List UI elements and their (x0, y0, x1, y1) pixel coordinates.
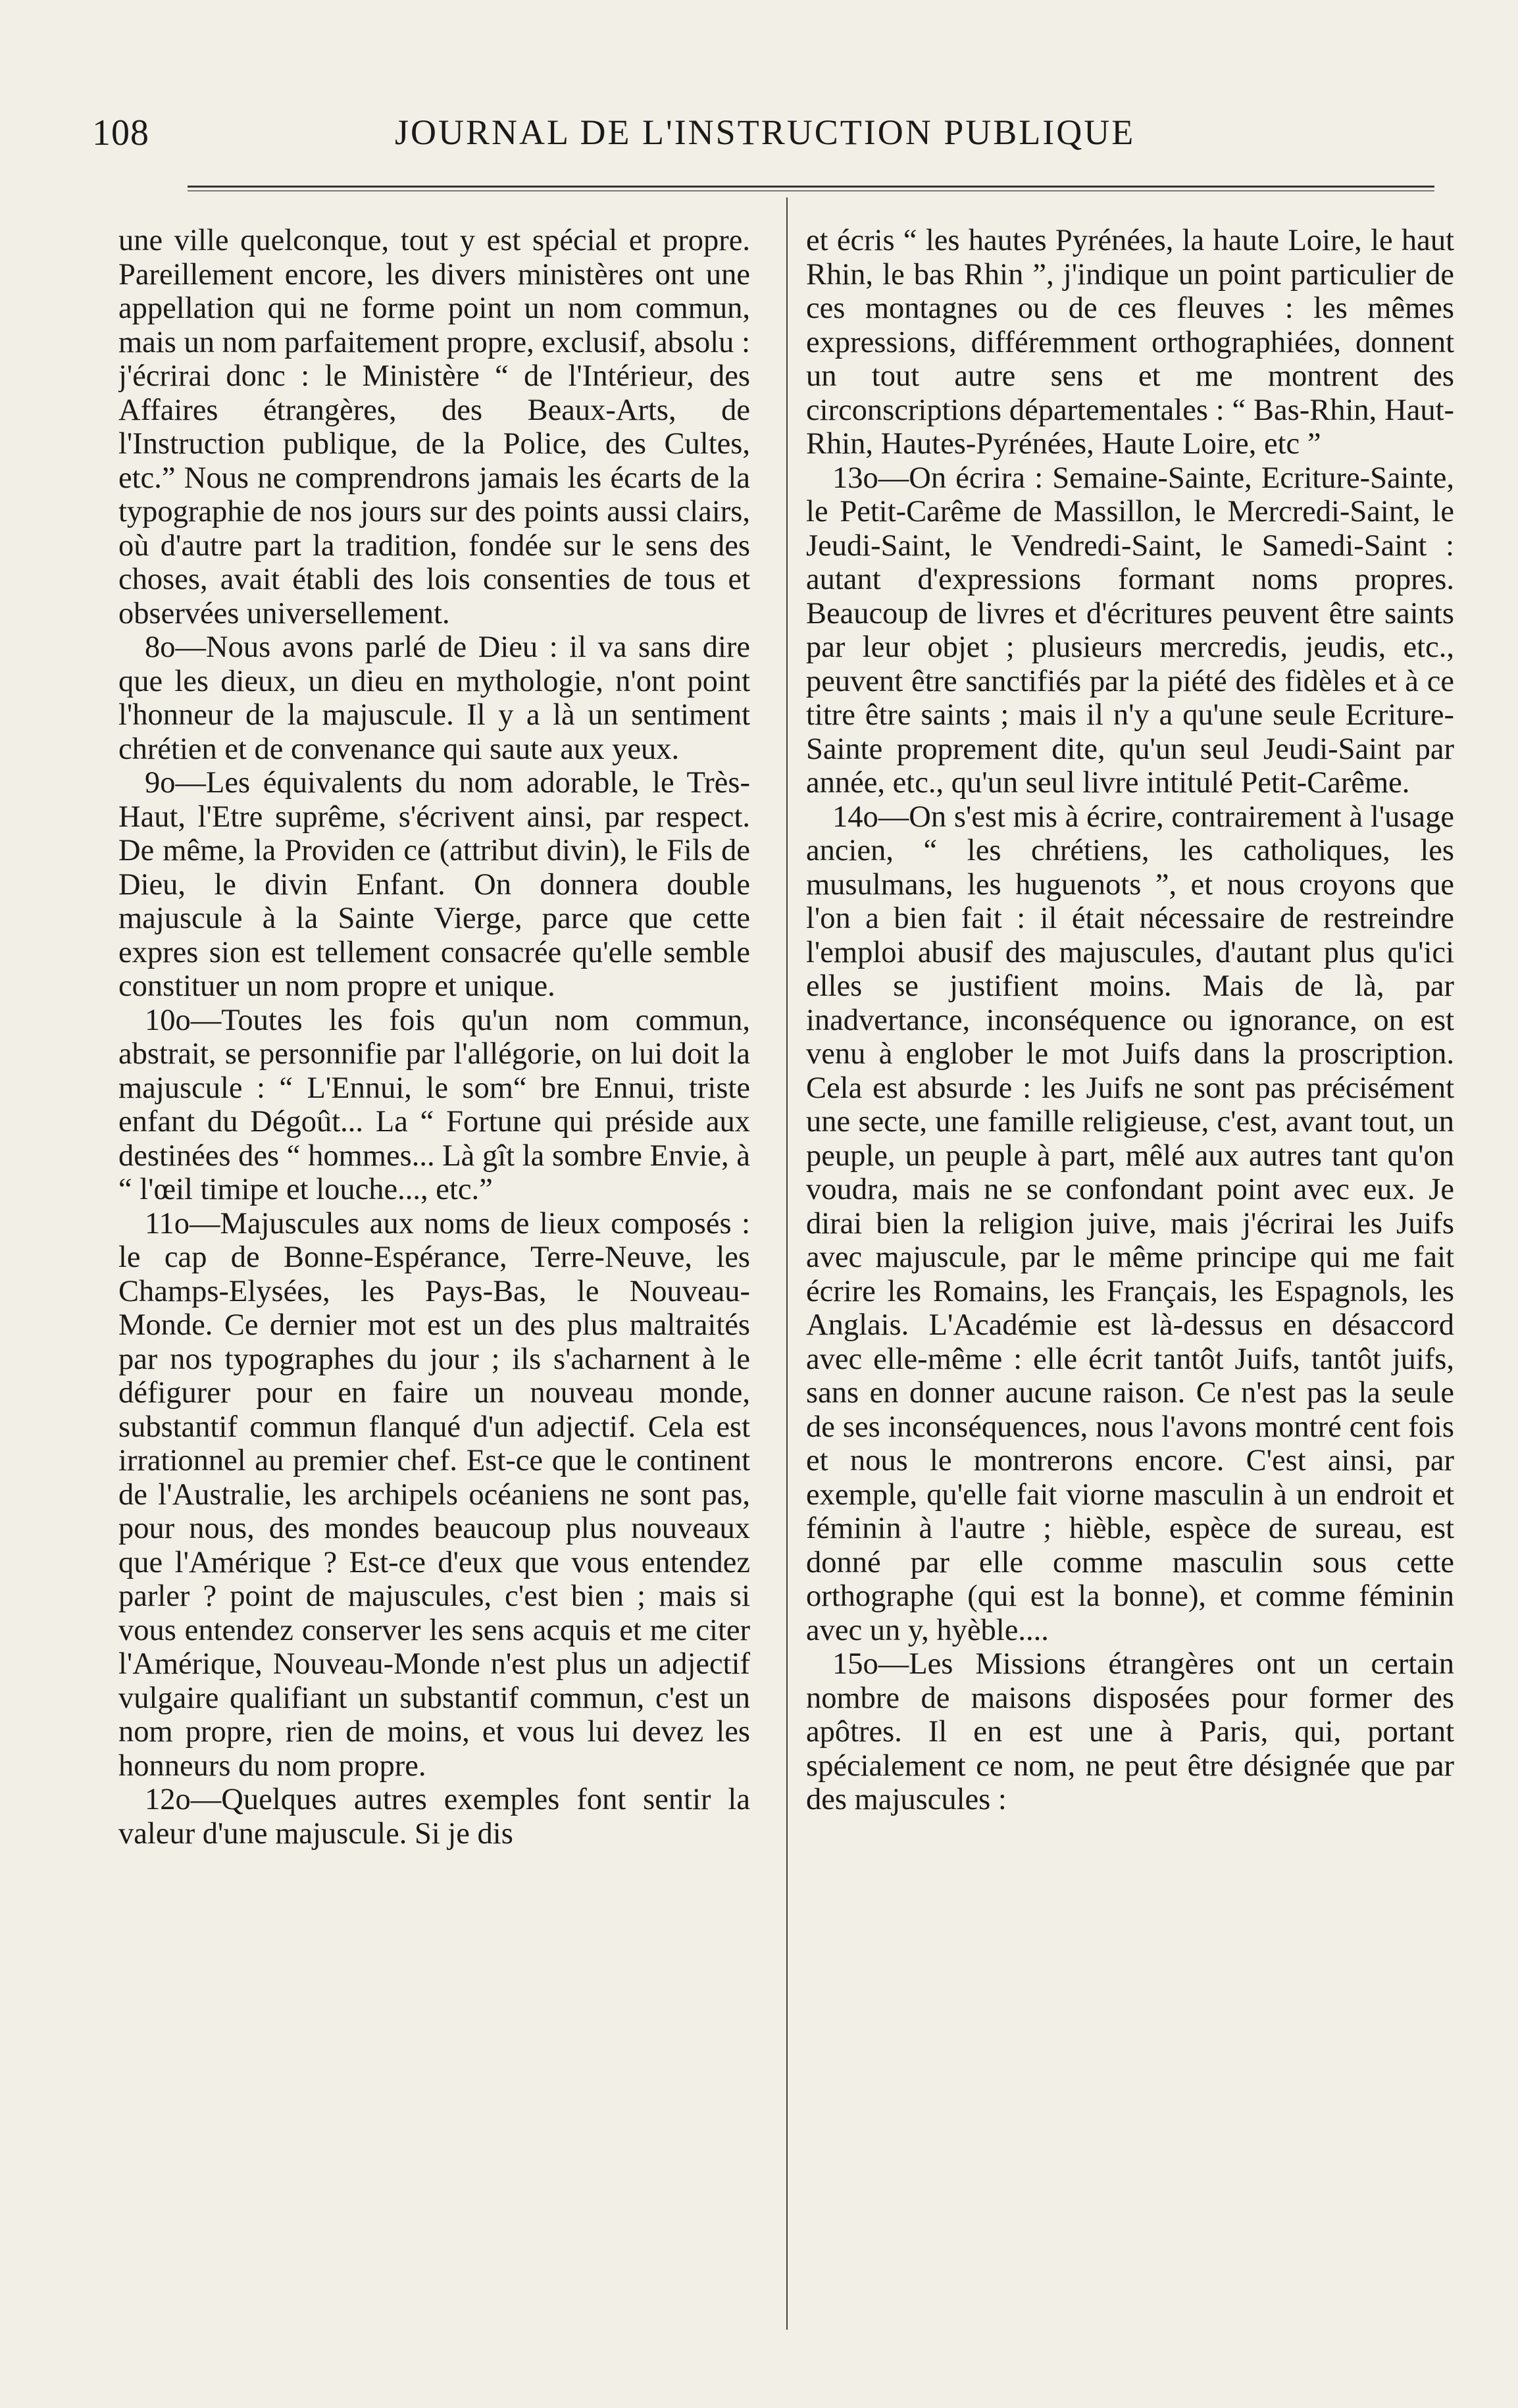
paragraph-12: 12o—Quelques autres exemples font sentir la valeur d'une majuscule. Si je dis (118, 1783, 750, 1851)
right-column (806, 224, 1454, 2356)
header-rule (188, 186, 1434, 192)
paragraph-10: 10o—Toutes les fois qu'un nom commun, abstrait, se personnifie par l'allégorie, on lui doit la majuscule : “ L'Ennui, le som“ bre Ennui, triste enfant du Dégoût... La “ Fortune qui préside aux destinées des “ hommes... Là gît la sombre Envie, à “ l'œil timipe et louche..., etc.” (118, 1003, 750, 1206)
paragraph-8: 8o—Nous avons parlé de Dieu : il va sans dire que les dieux, un dieu en mythologie, n'ont point l'honneur de la majuscule. Il y a là un sentiment chrétien et de convenance qui saute aux yeux. (118, 630, 750, 766)
paragraph-continued-right: et écris “ les hautes Pyrénées, la haute Loire, le haut Rhin, le bas Rhin ”, j'indique un point particulier de ces montagnes ou de ces fleuves : les mêmes expressions, différemment orthographiées, donnent un tout autre sens et me montrent des circonscriptions départementales : “ Bas-Rhin, Haut-Rhin, Hautes-Pyrénées, Haute Loire, etc ” (806, 224, 1454, 461)
paragraph-9: 9o—Les équivalents du nom adorable, le Très-Haut, l'Etre suprême, s'écrivent ainsi, par respect. De même, la Providen ce (attribut divin), le Fils de Dieu, le divin Enfant. On donnera double majuscule à la Sainte Vierge, parce que cette expres sion est tellement consacrée qu'elle semble constituer un nom propre et unique. (118, 766, 750, 1003)
left-column (118, 224, 750, 2356)
page-number: 108 (92, 113, 149, 153)
column-divider (786, 197, 788, 2330)
running-title: JOURNAL DE L'INSTRUCTION PUBLIQUE (395, 113, 1136, 152)
paragraph-14: 14o—On s'est mis à écrire, contrairement à l'usage ancien, “ les chrétiens, les catholiques, les musulmans, les huguenots ”, et nous croyons que l'on a bien fait : il était nécessaire de restreindre l'emploi abusif des majuscules, d'autant plus qu'ici elles se justifient moins. Mais de là, par inadvertance, inconséquence ou ignorance, on est venu à englober le mot Juifs dans la proscription. Cela est absurde : les Juifs ne sont pas précisément une secte, une famille religieuse, c'est, avant tout, un peuple, un peuple à part, mêlé aux autres tant qu'on voudra, mais ne se confondant point avec eux. Je dirai bien la religion juive, mais j'écrirai les Juifs avec majuscule, par le même principe qui me fait écrire les Romains, les Français, les Espagnols, les Anglais. L'Académie est là-dessus en désaccord avec elle-même : elle écrit tantôt Juifs, tantôt juifs, sans en donner aucune raison. Ce n'est pas la seule de ses inconséquences, nous l'avons montré cent fois et nous le montrerons encore. C'est ainsi, par exemple, qu'elle fait viorne masculin à un endroit et féminin à l'autre ; hièble, espèce de sureau, est donné par elle comme masculin sous cette orthographe (qui est la bonne), et comme féminin avec un y, hyèble.... (806, 800, 1454, 1647)
page-header (92, 112, 1434, 165)
paragraph-continued: une ville quelconque, tout y est spécial et propre. Pareillement encore, les divers ministères ont une appellation qui ne forme point un nom commun, mais un nom parfaitement propre, exclusif, absolu : j'écrirai donc : le Ministère “ de l'Intérieur, des Affaires étrangères, des Beaux-Arts, de l'Instruction publique, de la Police, des Cultes, etc.” Nous ne comprendrons jamais les écarts de la typographie de nos jours sur des points aussi clairs, où d'autre part la tradition, fondée sur le sens des choses, avait établi des lois consenties de tous et observées universellement. (118, 224, 750, 630)
paragraph-11: 11o—Majuscules aux noms de lieux composés : le cap de Bonne-Espérance, Terre-Neuve, les Champs-Elysées, les Pays-Bas, le Nouveau-Monde. Ce dernier mot est un des plus maltraités par nos typographes du jour ; ils s'acharnent à le défigurer pour en faire un nouveau monde, substantif commun flanqué d'un adjectif. Cela est irrationnel au premier chef. Est-ce que le continent de l'Australie, les archipels océaniens ne sont pas, pour nous, des mondes beaucoup plus nouveaux que l'Amérique ? Est-ce d'eux que vous entendez parler ? point de majuscules, c'est bien ; mais si vous entendez conserver les sens acquis et me citer l'Amérique, Nouveau-Monde n'est plus un adjectif vulgaire qualifiant un substantif commun, c'est un nom propre, rien de moins, et vous lui devez les honneurs du nom propre. (118, 1206, 750, 1783)
paragraph-13: 13o—On écrira : Semaine-Sainte, Ecriture-Sainte, le Petit-Carême de Massillon, le Mercredi-Saint, le Jeudi-Saint, le Vendredi-Saint, le Samedi-Saint : autant d'expressions formant noms propres. Beaucoup de livres et d'écritures peuvent être saints par leur objet ; plusieurs mercredis, jeudis, etc., peuvent être sanctifiés par la piété des fidèles et à ce titre être saints ; mais il n'y a qu'une seule Ecriture-Sainte proprement dite, qu'un seul Jeudi-Saint par année, etc., qu'un seul livre intitulé Petit-Carême. (806, 461, 1454, 800)
paragraph-15: 15o—Les Missions étrangères ont un certain nombre de maisons disposées pour former des apôtres. Il en est une à Paris, qui, portant spécialement ce nom, ne peut être désignée que par des majuscules : (806, 1647, 1454, 1816)
